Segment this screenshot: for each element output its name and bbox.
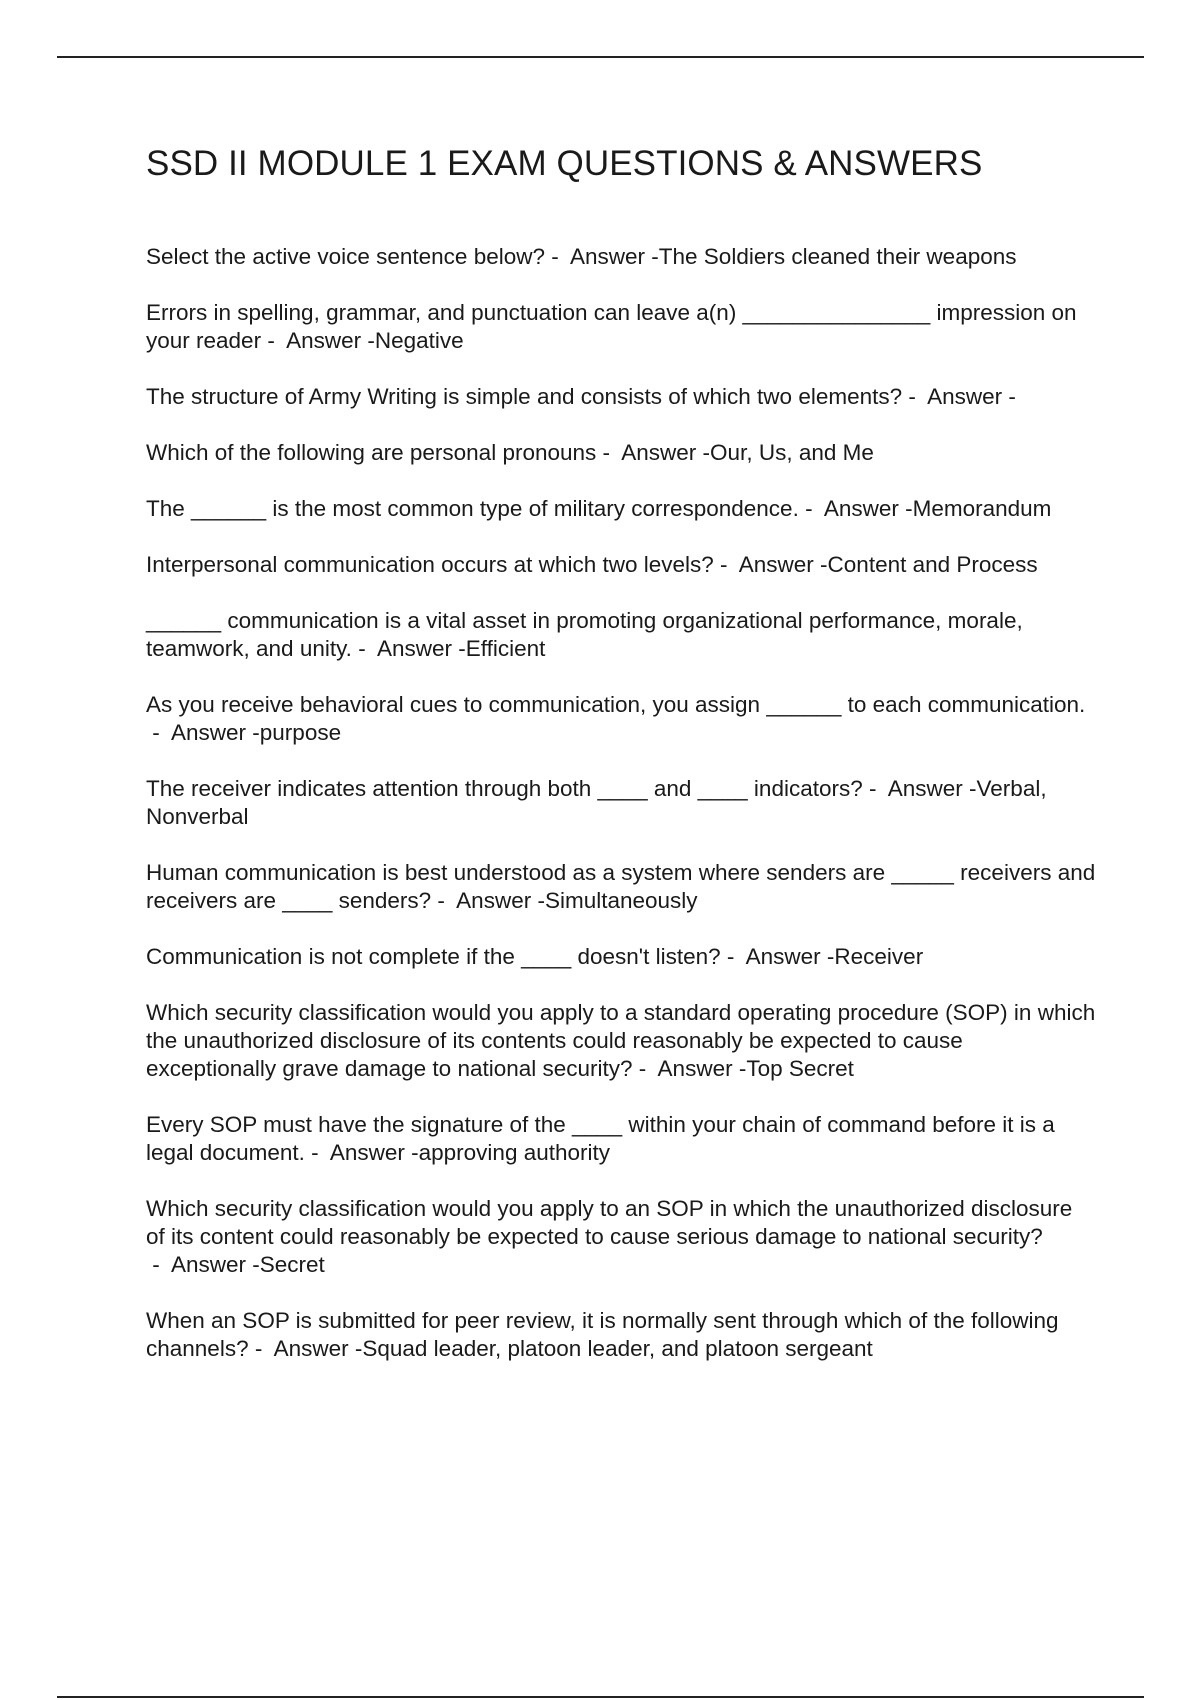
answer-separator: - Answer -	[545, 244, 659, 269]
answer-separator: - Answer -	[902, 384, 1016, 409]
answer-text: Content and Process	[827, 552, 1038, 577]
question-text: Which security classification would you apply to an SOP in which the unauthorized disclosure of its content could reasonably be expected to cause serious damage to national security?	[146, 1196, 1073, 1249]
question-text: Every SOP must have the signature of the ____ within your chain of command before it is a legal document.	[146, 1112, 1055, 1165]
answer-separator: - Answer -	[351, 636, 466, 661]
question-text: As you receive behavioral cues to communication, you assign ______ to each communication.	[146, 692, 1086, 717]
answer-separator: - Answer -	[632, 1056, 747, 1081]
question-text: Which of the following are personal pronouns	[146, 440, 597, 465]
question-text: Select the active voice sentence below?	[146, 244, 545, 269]
answer-text: Simultaneously	[544, 888, 698, 913]
qa-item	[146, 243, 1096, 271]
qa-item	[146, 775, 1096, 831]
qa-item	[146, 1307, 1096, 1363]
qa-item	[146, 1195, 1096, 1279]
answer-text: Secret	[259, 1252, 325, 1277]
answer-separator: - Answer -	[862, 776, 977, 801]
qa-item	[146, 999, 1096, 1083]
answer-separator: - Answer -	[720, 944, 835, 969]
answer-text: Memorandum	[912, 496, 1052, 521]
bottom-rule	[57, 1696, 1144, 1698]
answer-separator: - Answer -	[798, 496, 913, 521]
answer-text: Receiver	[834, 944, 924, 969]
qa-item	[146, 439, 1096, 467]
qa-item	[146, 859, 1096, 915]
page-title: SSD II MODULE 1 EXAM QUESTIONS & ANSWERS	[146, 144, 983, 183]
answer-separator: - Answer -	[146, 720, 260, 745]
question-text: Communication is not complete if the ____ doesn't listen?	[146, 944, 721, 969]
answer-separator: - Answer -	[304, 1140, 419, 1165]
top-rule	[57, 56, 1144, 58]
qa-item	[146, 299, 1096, 355]
answer-text: Squad leader, platoon leader, and platoon sergeant	[362, 1336, 873, 1361]
answer-text: The Soldiers cleaned their weapons	[658, 244, 1017, 269]
question-text: Which security classification would you apply to a standard operating procedure (SOP) in which the unauthorized disclosure of its contents could reasonably be expected to cause exceptionally grave damage to national security?	[146, 1000, 1096, 1081]
question-text: Human communication is best understood as a system where senders are _____ receivers and receivers are ____ senders?	[146, 860, 1096, 913]
qa-item	[146, 495, 1096, 523]
question-text: ______ communication is a vital asset in promoting organizational performance, morale, teamwork, and unity.	[146, 608, 1023, 661]
qa-item	[146, 607, 1096, 663]
qa-item	[146, 943, 1096, 971]
answer-separator: - Answer -	[596, 440, 711, 465]
answer-text: Top Secret	[746, 1056, 854, 1081]
answer-text: Verbal, Nonverbal	[146, 776, 1047, 829]
question-text: Interpersonal communication occurs at which two levels?	[146, 552, 714, 577]
answer-text: Efficient	[465, 636, 546, 661]
answer-separator: - Answer -	[261, 328, 375, 353]
answer-separator: - Answer -	[431, 888, 545, 913]
answer-separator: - Answer -	[248, 1336, 363, 1361]
answer-text: Our, Us, and Me	[710, 440, 874, 465]
qa-item	[146, 691, 1096, 747]
qa-item	[146, 551, 1096, 579]
question-text: When an SOP is submitted for peer review, it is normally sent through which of the following channels?	[146, 1308, 1059, 1361]
question-text: The receiver indicates attention through both ____ and ____ indicators?	[146, 776, 863, 801]
qa-list	[146, 243, 1096, 1391]
answer-separator: - Answer -	[146, 1252, 260, 1277]
question-text: The ______ is the most common type of military correspondence.	[146, 496, 799, 521]
qa-item	[146, 1111, 1096, 1167]
answer-text: purpose	[259, 720, 342, 745]
qa-item	[146, 383, 1096, 411]
answer-text: approving authority	[418, 1140, 611, 1165]
answer-text: Negative	[374, 328, 464, 353]
question-text: Errors in spelling, grammar, and punctuation can leave a(n) _______________ impression on your reader	[146, 300, 1077, 353]
question-text: The structure of Army Writing is simple and consists of which two elements?	[146, 384, 903, 409]
answer-separator: - Answer -	[713, 552, 828, 577]
